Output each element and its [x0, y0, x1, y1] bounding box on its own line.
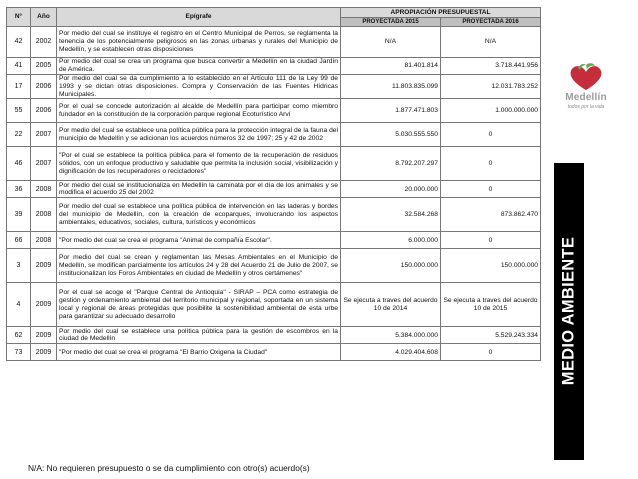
cell-epigraph: Por medio del cual se establece una política pública para la protección integral de la fauna del municipio de Medellín y se adicionan los acuerdos números 32 de 1997; 25 y 42 de 2002 [57, 123, 341, 147]
cell-number: 46 [7, 147, 31, 181]
cell-epigraph: "Por medio del cual se crea el programa "El Barrio Oxigena la Ciudad" [57, 344, 341, 361]
cell-projected-2016: 1.000.000.000 [441, 99, 541, 123]
table-row [7, 283, 541, 327]
cell-epigraph: Por medio del cual se crean y reglamentan las Mesas Ambientales en el Municipio de Medellín, se modifican parcialmente los artículos 24 y 28 del Acuerdo 21 de Julio de 2007, se institucionalizan los Foros Ambientales en ciudad de Medellín y otros certámenes" [57, 249, 341, 283]
cell-year: 2008 [31, 198, 57, 232]
cell-year: 2008 [31, 181, 57, 198]
cell-year: 2008 [31, 232, 57, 249]
cell-number: 36 [7, 181, 31, 198]
cell-number: 62 [7, 327, 31, 344]
section-label: MEDIO AMBIENTE [559, 236, 578, 386]
cell-projected-2015: 8.792.207.297 [341, 147, 441, 181]
cell-projected-2016: 12.031.783.252 [441, 75, 541, 99]
cell-projected-2016: Se ejecuta a traves del acuerdo 10 de 2015 [441, 283, 541, 327]
cell-projected-2016: N/A [441, 27, 541, 58]
cell-number: 22 [7, 123, 31, 147]
cell-projected-2015: Se ejecuta a traves del acuerdo 10 de 2014 [341, 283, 441, 327]
cell-number: 73 [7, 344, 31, 361]
cell-year: 2009 [31, 327, 57, 344]
cell-year: 2007 [31, 123, 57, 147]
table-row [7, 99, 541, 123]
table-row [7, 232, 541, 249]
header-number: N° [7, 8, 31, 27]
cell-number: 39 [7, 198, 31, 232]
header-epigraph: Epígrafe [57, 8, 341, 27]
cell-year: 2009 [31, 249, 57, 283]
cell-epigraph: "Por el cual se establece la política pública para el fomento de la recuperación de residuos sólidos, con un enfoque productivo y saludable que permita la inclusión social, visibilización y dignificación de los recuperadores o recicladores" [57, 147, 341, 181]
cell-projected-2015: 1.877.471.803 [341, 99, 441, 123]
medellin-logo [550, 62, 622, 112]
cell-epigraph: "Por medio del cual se crea el programa "Animal de compañía Escolar". [57, 232, 341, 249]
cell-projected-2015: 150.000.000 [341, 249, 441, 283]
cell-year: 2007 [31, 147, 57, 181]
cell-number: 17 [7, 75, 31, 99]
cell-projected-2015: 81.401.814 [341, 58, 441, 75]
table-row [7, 75, 541, 99]
agreements-table [6, 7, 541, 361]
cell-year: 2002 [31, 27, 57, 58]
header-projected-2016: PROYECTADA 2016 [441, 18, 541, 27]
cell-projected-2015: N/A [341, 27, 441, 58]
cell-number: 42 [7, 27, 31, 58]
cell-projected-2015: 6.000.000 [341, 232, 441, 249]
cell-number: 41 [7, 58, 31, 75]
heart-logo-icon [550, 62, 622, 92]
header-projected-2015: PROYECTADA 2015 [341, 18, 441, 27]
cell-epigraph: Por medio del cual se institucionaliza en Medellín la caminata por el día de los animales y se modifica el acuerdo 25 del 2002 [57, 181, 341, 198]
table-row [7, 327, 541, 344]
cell-projected-2016: 150.000.000 [441, 249, 541, 283]
cell-projected-2016: 0 [441, 123, 541, 147]
cell-projected-2015: 4.029.404.608 [341, 344, 441, 361]
logo-wordmark: Medellín [565, 92, 607, 103]
cell-epigraph: Por medio del cual se establece una política pública de intervención en las laderas y bordes del municipio de Medellín, con la creación de ecoparques, involucrando los aspectos ambientales, educativos, sociales, cultura, turísticos y económicos [57, 198, 341, 232]
section-banner [554, 163, 584, 460]
table-row [7, 198, 541, 232]
cell-projected-2015: 5.030.555.550 [341, 123, 441, 147]
cell-projected-2016: 3.718.441.956 [441, 58, 541, 75]
cell-epigraph: Por medio del cual se instituye el registro en el Centro Municipal de Perros, se reglamenta la tenencia de los potencialmente peligrosos en las zonas urbanas y rurales del Municipio de Medellín, y se establecen otras disposiciones [57, 27, 341, 58]
table-row [7, 344, 541, 361]
cell-epigraph: Por medio del cual se da cumplimiento a lo establecido en el Artículo 111 de la Ley 99 de 1993 y se dictan otras disposiciones. Compra y Conservación de las Fuentes Hídricas Municipales. [57, 75, 341, 99]
table-body [7, 27, 541, 361]
cell-epigraph: Por medio del cual se crea un programa que busca convertir a Medellín en la ciudad Jardín de América. [57, 58, 341, 75]
cell-epigraph: Por medio del cual se establece una política pública para la gestión de escombros en la ciudad de Medellín [57, 327, 341, 344]
header-year: Año [31, 8, 57, 27]
table-row [7, 27, 541, 58]
cell-projected-2015: 20.000.000 [341, 181, 441, 198]
cell-epigraph: Por el cual se acoge el "Parque Central de Antioquia" - SIRAP – PCA como estrategia de gestión y ordenamiento ambiental del territorio municipal y regional, soportada en un sistema local y regional de áreas protegidas que posibilite la sostenibilidad ambiental de esta urbe para garantizar su adecuado desarrollo [57, 283, 341, 327]
cell-year: 2009 [31, 283, 57, 327]
table-row [7, 123, 541, 147]
table-row [7, 249, 541, 283]
footnote: N/A: No requieren presupuesto o se da cumplimiento con otro(s) acuerdo(s) [28, 463, 310, 473]
table-row [7, 181, 541, 198]
cell-projected-2015: 5.384.000.000 [341, 327, 441, 344]
header-budget-appropriation: APROPIACIÓN PRESUPUESTAL [341, 8, 541, 18]
cell-year: 2006 [31, 99, 57, 123]
cell-projected-2016: 873.862.470 [441, 198, 541, 232]
cell-number: 66 [7, 232, 31, 249]
cell-projected-2015: 11.803.835.099 [341, 75, 441, 99]
cell-number: 4 [7, 283, 31, 327]
cell-projected-2016: 5.529.243.334 [441, 327, 541, 344]
logo-tagline: todos por la vida [567, 104, 605, 110]
cell-projected-2015: 32.584.268 [341, 198, 441, 232]
cell-year: 2005 [31, 58, 57, 75]
cell-projected-2016: 0 [441, 232, 541, 249]
cell-epigraph: Por el cual se concede autorización al alcalde de Medellín para participar como miembro fundador en la constitución de la corporación parque regional Ecoturístico Arví [57, 99, 341, 123]
cell-number: 3 [7, 249, 31, 283]
table-row [7, 58, 541, 75]
cell-projected-2016: 0 [441, 147, 541, 181]
cell-number: 55 [7, 99, 31, 123]
table-row [7, 147, 541, 181]
cell-projected-2016: 0 [441, 181, 541, 198]
cell-year: 2006 [31, 75, 57, 99]
cell-year: 2009 [31, 344, 57, 361]
cell-projected-2016: 0 [441, 344, 541, 361]
